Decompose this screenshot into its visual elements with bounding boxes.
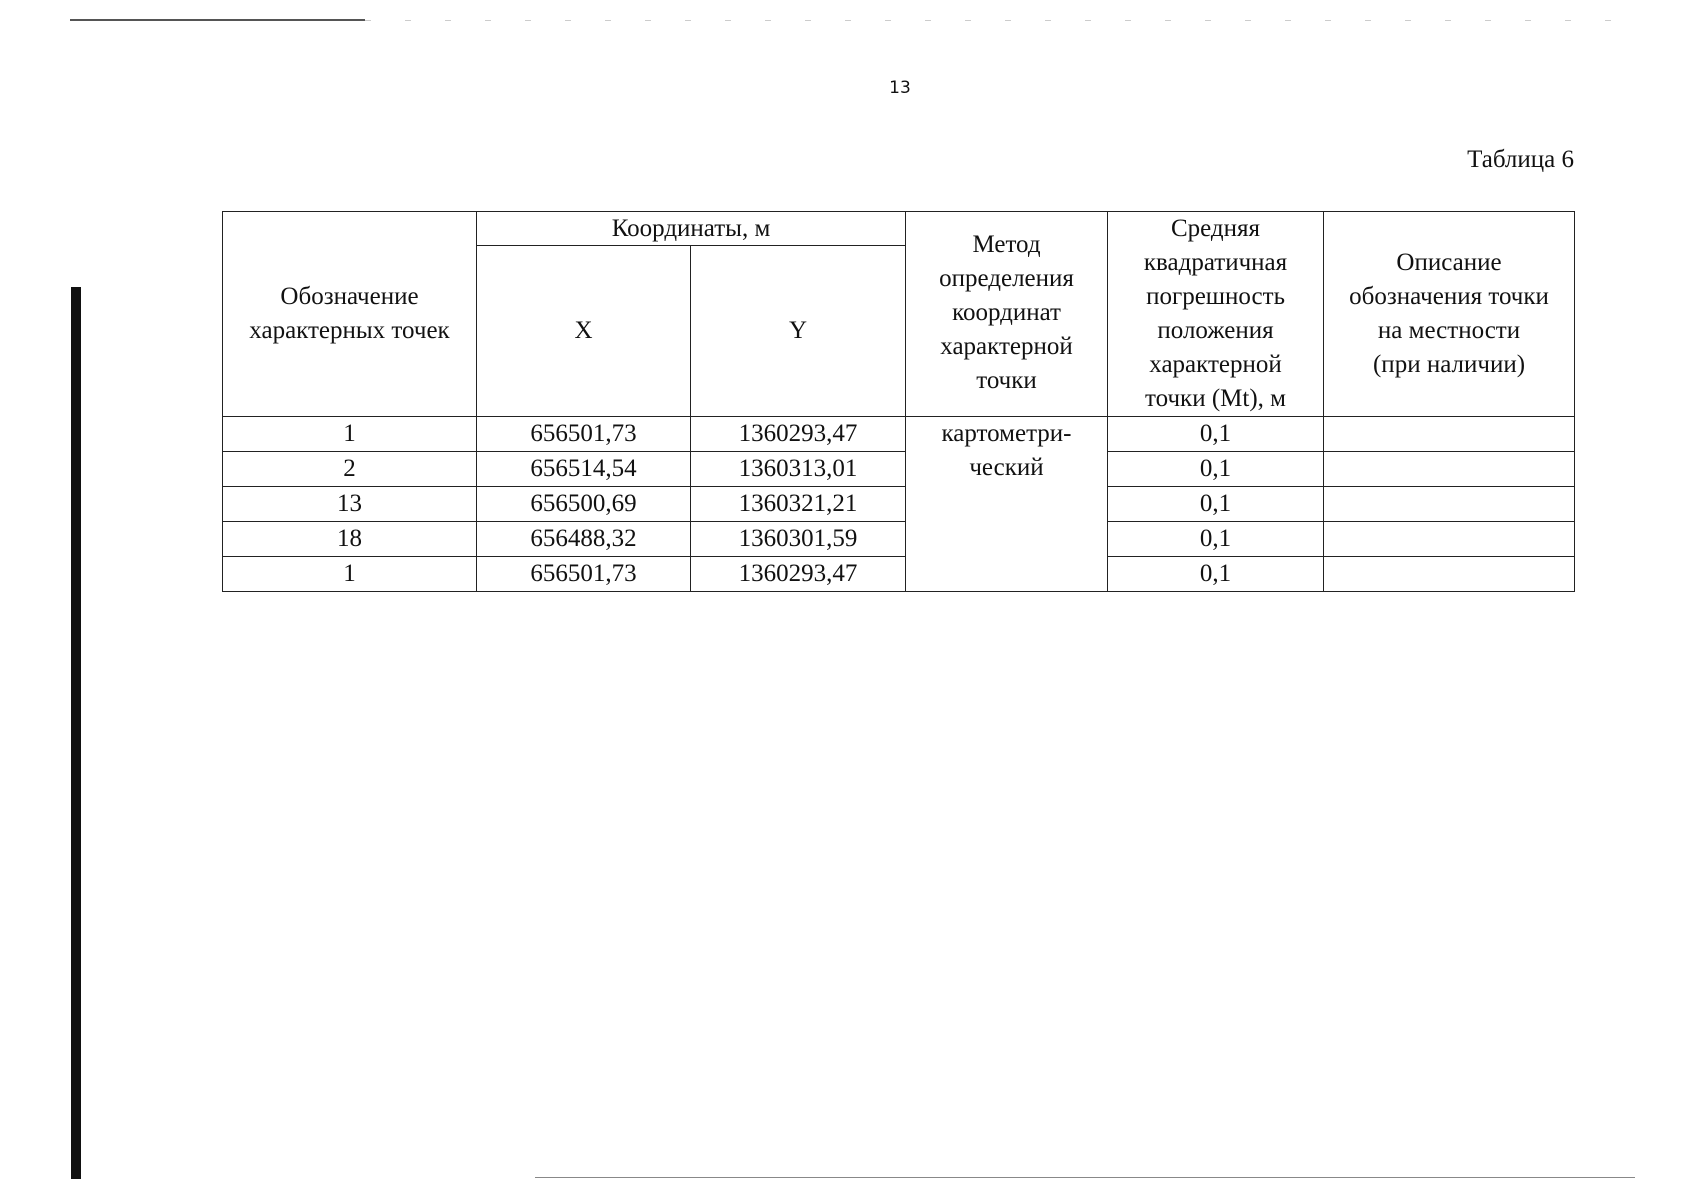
cell-error: 0,1 xyxy=(1108,522,1324,557)
cell-x: 656501,73 xyxy=(477,417,691,452)
cell-error: 0,1 xyxy=(1108,557,1324,592)
cell-y: 1360293,47 xyxy=(691,417,906,452)
header-mean-error-line: Средняя xyxy=(1170,215,1261,242)
cell-y: 1360321,21 xyxy=(691,487,906,522)
cell-x: 656488,32 xyxy=(477,522,691,557)
header-method-line: определения xyxy=(939,265,1074,292)
cell-description xyxy=(1324,417,1575,452)
cell-point: 1 xyxy=(223,417,477,452)
header-method-line: координат xyxy=(952,299,1061,326)
cell-point: 13 xyxy=(223,487,477,522)
header-mean-error-line: квадратичная xyxy=(1143,249,1288,276)
scan-artifact-top-dashes xyxy=(365,20,1635,21)
cell-error: 0,1 xyxy=(1108,487,1324,522)
cell-description xyxy=(1324,487,1575,522)
cell-description xyxy=(1324,452,1575,487)
coordinates-table xyxy=(222,211,1575,592)
cell-point: 2 xyxy=(223,452,477,487)
cell-y: 1360301,59 xyxy=(691,522,906,557)
header-description xyxy=(1324,212,1575,417)
header-method xyxy=(906,212,1108,417)
header-description-line: Описание xyxy=(1396,249,1502,276)
cell-point: 1 xyxy=(223,557,477,592)
header-mean-error-line: характерной xyxy=(1149,351,1282,378)
scan-artifact-left-bar xyxy=(71,287,81,1179)
cell-description xyxy=(1324,557,1575,592)
table-caption: Таблица 6 xyxy=(1467,146,1574,173)
cell-method-line: картометри- xyxy=(941,420,1072,447)
table-row xyxy=(223,557,1575,592)
cell-point: 18 xyxy=(223,522,477,557)
header-mean-error xyxy=(1108,212,1324,417)
cell-x: 656514,54 xyxy=(477,452,691,487)
header-method-line: характерной xyxy=(940,333,1073,360)
scan-artifact-top-line xyxy=(70,19,365,21)
header-description-line: на местности xyxy=(1377,317,1521,344)
header-designation-line: Обозначение xyxy=(280,283,419,310)
cell-y: 1360313,01 xyxy=(691,452,906,487)
header-description-line: (при наличии) xyxy=(1372,351,1526,378)
cell-error: 0,1 xyxy=(1108,417,1324,452)
header-description-line: обозначения точки xyxy=(1349,283,1549,310)
header-mean-error-line: точки (Mt), м xyxy=(1145,385,1286,412)
table-row xyxy=(223,522,1575,557)
cell-y: 1360293,47 xyxy=(691,557,906,592)
header-y: Y xyxy=(691,246,906,417)
page-number: 13 xyxy=(889,78,911,98)
scan-artifact-bottom-line xyxy=(535,1177,1635,1178)
header-x: X xyxy=(477,246,691,417)
header-coordinates: Координаты, м xyxy=(477,212,906,246)
cell-x: 656501,73 xyxy=(477,557,691,592)
cell-description xyxy=(1324,522,1575,557)
table-row xyxy=(223,417,1575,452)
table-row xyxy=(223,487,1575,522)
cell-error: 0,1 xyxy=(1108,452,1324,487)
header-designation xyxy=(223,212,477,417)
header-mean-error-line: положения xyxy=(1157,317,1274,344)
header-method-line: Метод xyxy=(972,231,1041,258)
header-method-line: точки xyxy=(976,367,1037,394)
header-mean-error-line: погрешность xyxy=(1146,283,1285,310)
cell-method-line: ческий xyxy=(969,454,1044,481)
table-row xyxy=(223,452,1575,487)
cell-x: 656500,69 xyxy=(477,487,691,522)
header-designation-line: характерных точек xyxy=(249,317,450,344)
cell-method xyxy=(906,417,1108,592)
